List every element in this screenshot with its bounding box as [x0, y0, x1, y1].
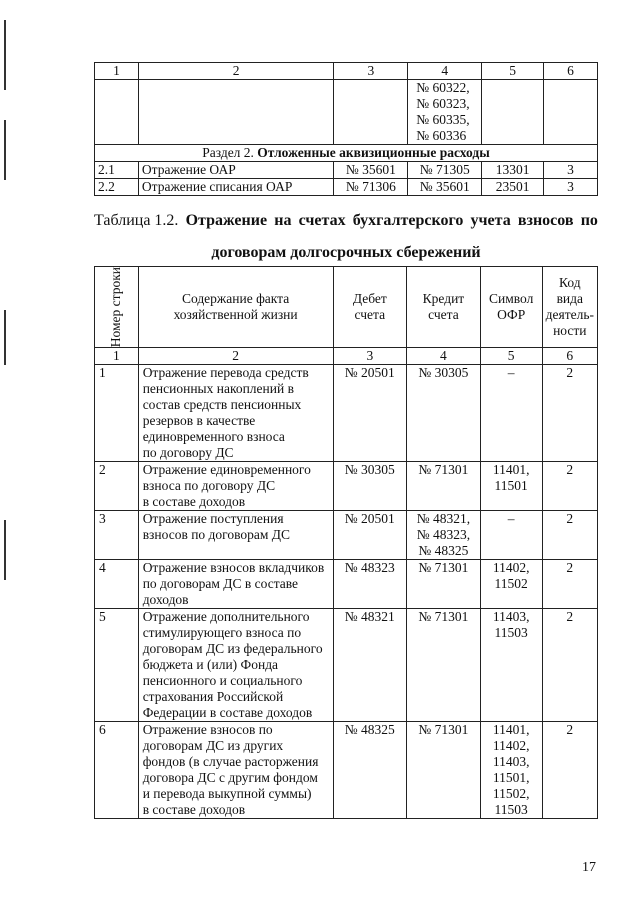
cell-credit: № 71301	[407, 462, 481, 511]
cell-credit: № 71301	[407, 722, 481, 819]
header-description: Содержание факта хозяйственной жизни	[138, 267, 333, 348]
caption-line-2: договорам долгосрочных сбережений	[211, 244, 481, 261]
cell-ofr: 11402, 11502	[480, 560, 542, 609]
cell-desc: Отражение дополнительного стимулирующего взноса по договорам ДС из федерального бюджета и (или) Фонда пенсионного и социального страхования Российской Федерации в составе доходов	[138, 609, 333, 722]
table-row: 2.1 Отражение ОАР № 35601 № 71305 13301 3	[95, 162, 598, 179]
section-heading-row	[95, 145, 598, 162]
cell-desc: Отражение взносов по договорам ДС из других фондов (в случае расторжения договора ДС с другим фондом и перевода выкупной суммы) в составе доходов	[138, 722, 333, 819]
table-row	[95, 722, 598, 819]
col-number: 4	[408, 63, 482, 80]
cell-ofr: –	[480, 365, 542, 462]
cell-debit: № 20501	[333, 365, 407, 462]
cell-code: 2	[542, 462, 597, 511]
table-row	[95, 560, 598, 609]
col-number: 2	[138, 63, 334, 80]
cell-code: 2	[542, 609, 597, 722]
table-row	[95, 365, 598, 462]
table-row	[95, 609, 598, 722]
cell-debit: № 48321	[333, 609, 407, 722]
section-heading: Раздел 2. Отложенные аквизиционные расходы	[95, 145, 598, 162]
cell-credit: № 71301	[407, 560, 481, 609]
col-number: 1	[95, 63, 139, 80]
cell-code: 2	[542, 722, 597, 819]
cell-ofr: 11401, 11501	[480, 462, 542, 511]
header-debit: Дебет счета	[333, 267, 407, 348]
cell-credit: № 30305	[407, 365, 481, 462]
scan-edge-mark	[4, 520, 6, 580]
credit-cell: № 60322, № 60323, № 60335, № 60336	[408, 80, 482, 145]
header-activity-code: Код вида деятель- ности	[542, 267, 597, 348]
table-caption	[94, 210, 598, 264]
cell-num: 6	[95, 722, 139, 819]
cell-debit: № 48323	[333, 560, 407, 609]
cell-num: 3	[95, 511, 139, 560]
column-number-row: 1 2 3 4 5 6	[95, 348, 598, 365]
cell-code: 2	[542, 511, 597, 560]
previous-table	[94, 62, 598, 196]
cell-num: 1	[95, 365, 139, 462]
cell-desc: Отражение поступления взносов по договорам ДС	[138, 511, 333, 560]
table-row	[95, 80, 598, 145]
cell-desc: Отражение единовременного взноса по договору ДС в составе доходов	[138, 462, 333, 511]
cell-code: 2	[542, 365, 597, 462]
header-row	[95, 267, 598, 348]
scan-edge-mark	[4, 120, 6, 180]
column-number-row	[95, 63, 598, 80]
cell-num: 4	[95, 560, 139, 609]
scan-edge-mark	[4, 310, 6, 365]
table-row: 2.2 Отражение списания ОАР № 71306 № 35601 23501 3	[95, 179, 598, 196]
cell-ofr: –	[480, 511, 542, 560]
cell-ofr: 11401, 11402, 11403, 11501, 11502, 11503	[480, 722, 542, 819]
cell-debit: № 20501	[333, 511, 407, 560]
header-credit: Кредит счета	[407, 267, 481, 348]
caption-line-1: Таблица 1.2. Отражение на счетах бухгалтерского учета взносов по	[94, 212, 598, 229]
header-row-number: Номер строки	[95, 267, 139, 348]
cell-debit: № 48325	[333, 722, 407, 819]
col-number: 6	[544, 63, 598, 80]
col-number: 5	[482, 63, 544, 80]
cell-num: 5	[95, 609, 139, 722]
cell-num: 2	[95, 462, 139, 511]
col-number: 3	[334, 63, 408, 80]
cell-credit: № 71301	[407, 609, 481, 722]
cell-desc: Отражение перевода средств пенсионных накоплений в состав средств пенсионных резервов в качестве единовременного взноса по договору ДС	[138, 365, 333, 462]
cell-credit: № 48321, № 48323, № 48325	[407, 511, 481, 560]
table-row	[95, 462, 598, 511]
main-table	[94, 266, 598, 819]
page-number: 17	[582, 860, 596, 875]
cell-code: 2	[542, 560, 597, 609]
cell-debit: № 30305	[333, 462, 407, 511]
scan-edge-mark	[4, 20, 6, 90]
cell-ofr: 11403, 11503	[480, 609, 542, 722]
table-row	[95, 511, 598, 560]
cell-desc: Отражение взносов вкладчиков по договорам ДС в составе доходов	[138, 560, 333, 609]
header-ofr-symbol: Символ ОФР	[480, 267, 542, 348]
